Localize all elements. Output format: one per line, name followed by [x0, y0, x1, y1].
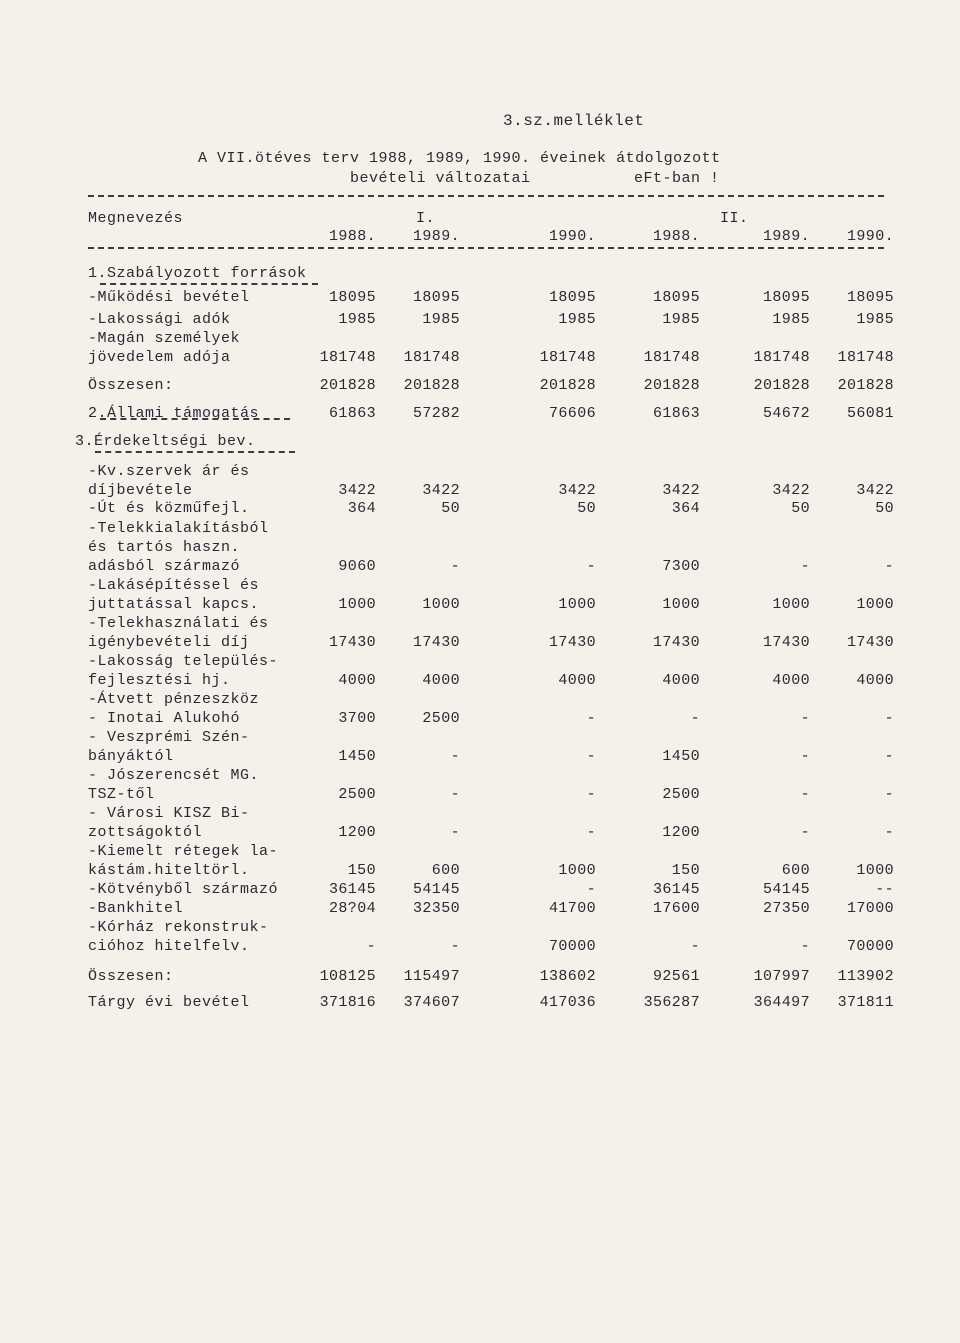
table-cell: -: [800, 748, 810, 765]
table-cell: 4000: [558, 672, 596, 689]
table-cell: 371816: [319, 994, 376, 1011]
table-cell: -: [884, 558, 894, 575]
table-cell: 17000: [846, 900, 894, 917]
table-cell: 9060: [338, 558, 376, 575]
table-cell: 1000: [662, 596, 700, 613]
row-label: Összesen:: [88, 377, 174, 394]
row-label: jövedelem adója: [88, 349, 231, 366]
table-cell: 181748: [403, 349, 460, 366]
table-cell: 76606: [548, 405, 596, 422]
annex-label: 3.sz.melléklet: [503, 112, 645, 130]
table-cell: -: [450, 748, 460, 765]
table-cell: -: [450, 824, 460, 841]
table-cell: -: [800, 558, 810, 575]
row-label: -Bankhitel: [88, 900, 184, 917]
row-label: - Városi KISZ Bi-: [88, 805, 250, 822]
row-label: - Jószerencsét MG.: [88, 767, 260, 784]
row-label: -Telekkialakításból: [88, 520, 269, 537]
row-label: -Kiemelt rétegek la-: [88, 843, 279, 860]
table-cell: 1000: [558, 862, 596, 879]
row-label: Összesen:: [88, 968, 174, 985]
table-cell: -: [450, 938, 460, 955]
row-label: -Magán személyek: [88, 330, 241, 347]
table-cell: 1450: [662, 748, 700, 765]
row-label: fejlesztési hj.: [88, 672, 231, 689]
table-cell: 181748: [643, 349, 700, 366]
table-cell: -: [884, 710, 894, 727]
table-cell: 1985: [856, 311, 894, 328]
header-bottom-rule: [88, 247, 884, 249]
year-header: 1990.: [548, 228, 596, 245]
table-cell: -: [586, 558, 596, 575]
year-header: 1990.: [846, 228, 894, 245]
table-cell: 3422: [422, 482, 460, 499]
table-cell: 3700: [338, 710, 376, 727]
row-label: 2.Állami támogatás: [88, 405, 260, 422]
table-cell: 201828: [837, 377, 894, 394]
table-cell: -: [884, 748, 894, 765]
table-cell: 54145: [762, 881, 810, 898]
table-cell: 1985: [422, 311, 460, 328]
table-cell: -: [884, 824, 894, 841]
table-cell: 18095: [846, 289, 894, 306]
row-label: -Telekhasználati és: [88, 615, 269, 632]
table-cell: 113902: [837, 968, 894, 985]
table-cell: -: [586, 786, 596, 803]
table-cell: 356287: [643, 994, 700, 1011]
row-label: zottságoktól: [88, 824, 203, 841]
row-label: adásból származó: [88, 558, 241, 575]
table-cell: -: [690, 938, 700, 955]
table-cell: 41700: [548, 900, 596, 917]
table-cell: 1000: [422, 596, 460, 613]
table-cell: 3422: [558, 482, 596, 499]
row-label: -Lakossági adók: [88, 311, 231, 328]
table-cell: -: [450, 558, 460, 575]
table-cell: 17430: [762, 634, 810, 651]
table-cell: 3422: [856, 482, 894, 499]
table-cell: 50: [791, 500, 810, 517]
column-group-2: II.: [720, 210, 749, 227]
section-3-underline: [95, 451, 295, 453]
table-cell: --: [875, 881, 894, 898]
row-label: -Kötvényből származó: [88, 881, 279, 898]
table-cell: 417036: [539, 994, 596, 1011]
table-cell: 201828: [403, 377, 460, 394]
table-cell: 3422: [338, 482, 376, 499]
table-cell: 61863: [328, 405, 376, 422]
table-cell: 150: [671, 862, 700, 879]
table-cell: 1985: [558, 311, 596, 328]
table-cell: 50: [441, 500, 460, 517]
table-cell: -: [800, 710, 810, 727]
row-label: juttatással kapcs.: [88, 596, 260, 613]
table-cell: 150: [347, 862, 376, 879]
table-cell: 4000: [338, 672, 376, 689]
row-label: -Működési bevétel: [88, 289, 250, 306]
row-label: - Veszprémi Szén-: [88, 729, 250, 746]
row-label: cióhoz hitelfelv.: [88, 938, 250, 955]
row-label: igénybevételi díj: [88, 634, 250, 651]
table-cell: 3422: [772, 482, 810, 499]
table-cell: 108125: [319, 968, 376, 985]
table-cell: 181748: [753, 349, 810, 366]
table-cell: 50: [875, 500, 894, 517]
table-cell: 1000: [772, 596, 810, 613]
row-label: -Átvett pénzeszköz: [88, 691, 260, 708]
table-cell: 56081: [846, 405, 894, 422]
title-line-2: bevételi változatai: [350, 170, 531, 187]
table-cell: 600: [781, 862, 810, 879]
section-2-underline: [100, 418, 290, 420]
table-cell: 1985: [772, 311, 810, 328]
table-cell: 181748: [319, 349, 376, 366]
column-group-1: I.: [416, 210, 436, 227]
table-cell: 181748: [837, 349, 894, 366]
table-cell: -: [690, 710, 700, 727]
table-cell: 17430: [846, 634, 894, 651]
table-cell: 4000: [772, 672, 810, 689]
year-header: 1989.: [412, 228, 460, 245]
table-cell: 36145: [328, 881, 376, 898]
table-cell: 201828: [753, 377, 810, 394]
table-cell: -: [800, 938, 810, 955]
table-cell: 17430: [412, 634, 460, 651]
table-cell: 374607: [403, 994, 460, 1011]
table-cell: 54145: [412, 881, 460, 898]
table-cell: 27350: [762, 900, 810, 917]
table-cell: -: [884, 786, 894, 803]
table-cell: 201828: [319, 377, 376, 394]
table-cell: 18095: [548, 289, 596, 306]
table-cell: 18095: [328, 289, 376, 306]
table-cell: 1985: [338, 311, 376, 328]
table-cell: 107997: [753, 968, 810, 985]
table-cell: 70000: [846, 938, 894, 955]
table-cell: 371811: [837, 994, 894, 1011]
column-header-megnevezes: Megnevezés: [88, 210, 184, 227]
table-cell: 1985: [662, 311, 700, 328]
year-header: 1989.: [762, 228, 810, 245]
unit-label: eFt-ban !: [634, 170, 720, 187]
table-cell: 18095: [412, 289, 460, 306]
table-cell: 57282: [412, 405, 460, 422]
table-cell: -: [450, 786, 460, 803]
table-cell: 92561: [652, 968, 700, 985]
table-cell: 2500: [662, 786, 700, 803]
table-cell: 2500: [338, 786, 376, 803]
table-cell: -: [586, 824, 596, 841]
table-cell: 70000: [548, 938, 596, 955]
table-cell: 181748: [539, 349, 596, 366]
table-cell: -: [800, 786, 810, 803]
table-cell: 1450: [338, 748, 376, 765]
table-cell: 18095: [652, 289, 700, 306]
table-cell: 1000: [856, 862, 894, 879]
table-cell: -: [800, 824, 810, 841]
table-cell: 364497: [753, 994, 810, 1011]
table-cell: 364: [347, 500, 376, 517]
row-label: és tartós haszn.: [88, 539, 241, 556]
row-label: - Inotai Alukohó: [88, 710, 241, 727]
table-cell: 18095: [762, 289, 810, 306]
table-cell: 4000: [422, 672, 460, 689]
table-cell: 1000: [856, 596, 894, 613]
header-top-rule: [88, 195, 884, 197]
table-cell: 1200: [338, 824, 376, 841]
table-cell: -: [586, 748, 596, 765]
table-cell: 2500: [422, 710, 460, 727]
table-cell: 32350: [412, 900, 460, 917]
row-label: díjbevétele: [88, 482, 193, 499]
table-cell: 54672: [762, 405, 810, 422]
row-label: TSZ-től: [88, 786, 155, 803]
table-cell: 17430: [548, 634, 596, 651]
table-cell: 1000: [338, 596, 376, 613]
section-1-heading: 1.Szabályozott források: [88, 265, 307, 282]
table-cell: 61863: [652, 405, 700, 422]
table-cell: 201828: [539, 377, 596, 394]
year-header: 1988.: [652, 228, 700, 245]
table-cell: -: [366, 938, 376, 955]
year-header: 1988.: [328, 228, 376, 245]
section-1-underline: [100, 283, 318, 285]
table-cell: 50: [577, 500, 596, 517]
table-cell: 201828: [643, 377, 700, 394]
row-label: -Kv.szervek ár és: [88, 463, 250, 480]
table-cell: 7300: [662, 558, 700, 575]
row-label: bányáktól: [88, 748, 174, 765]
table-cell: 17600: [652, 900, 700, 917]
row-label: -Lakásépítéssel és: [88, 577, 260, 594]
table-cell: 115497: [403, 968, 460, 985]
row-label: Tárgy évi bevétel: [88, 994, 250, 1011]
table-cell: 4000: [856, 672, 894, 689]
table-cell: -: [586, 881, 596, 898]
table-cell: 1000: [558, 596, 596, 613]
title-line-1: A VII.ötéves terv 1988, 1989, 1990. éveinek átdolgozott: [198, 150, 721, 167]
section-3-heading: 3.Érdekeltségi bev.: [75, 433, 256, 450]
row-label: kástám.hiteltörl.: [88, 862, 250, 879]
table-cell: 600: [431, 862, 460, 879]
table-cell: 17430: [652, 634, 700, 651]
table-cell: 138602: [539, 968, 596, 985]
table-cell: 364: [671, 500, 700, 517]
table-cell: 28?04: [328, 900, 376, 917]
table-cell: 4000: [662, 672, 700, 689]
row-label: -Kórház rekonstruk-: [88, 919, 269, 936]
row-label: -Út és közműfejl.: [88, 500, 250, 517]
table-cell: 3422: [662, 482, 700, 499]
table-cell: 1200: [662, 824, 700, 841]
row-label: -Lakosság település-: [88, 653, 279, 670]
table-cell: 36145: [652, 881, 700, 898]
table-cell: -: [586, 710, 596, 727]
table-cell: 17430: [328, 634, 376, 651]
